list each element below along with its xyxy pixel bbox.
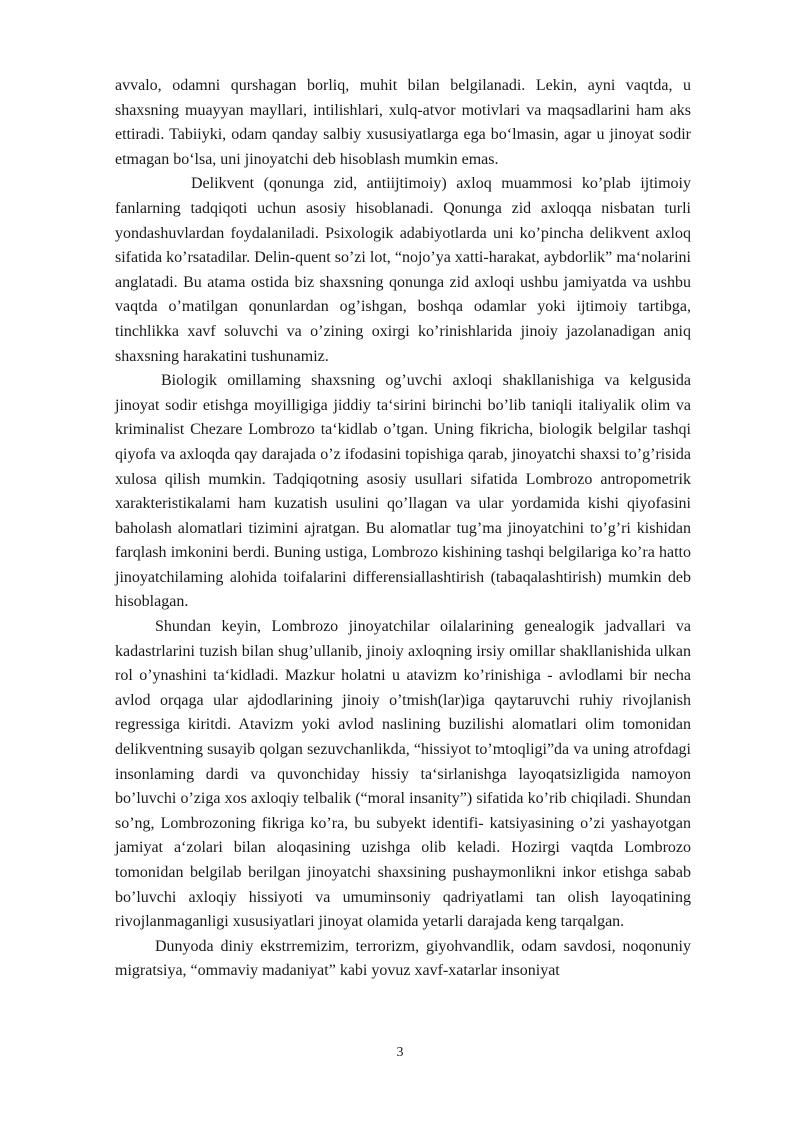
document-page xyxy=(115,74,691,984)
paragraph-1: avvalo, odamni qurshagan borliq, muhit bilan belgilanadi. Lekin, ayni vaqtda, u shaxsning muayyan mayllari, intilishlari, xulq-atvor motivlari va maqsadlarini ham aks ettiradi. Tabiiyki, odam qanday salbiy xususiyatlarga ega bo‘lmasin, agar u jinoyat sodir etmagan bo‘lsa, uni jinoyatchi deb hisoblash mumkin emas. xyxy=(115,77,691,168)
paragraph-5: Dunyoda diniy ekstrremizim, terrorizm, giyohvandlik, odam savdosi, noqonuniy migratsiya, “ommaviy madaniyat” kabi yovuz xavf-xatarlar insoniyat xyxy=(115,937,691,980)
paragraph-3: Biologik omillaming shaxsning og’uvchi axloqi shakllanishiga va kelgusida jinoyat sodir etishga moyilligiga jiddiy ta‘sirini birinchi bo’lib taniqli italiyalik olim va kriminalist Chezare Lombrozo ta‘kidlab o’tgan. Uning fikricha, biologik belgilar tashqi qiyofa va axloqda qay darajada o’z ifodasini topishiga qarab, jinoyatchi shaxsi to’g’risida xulosa qilish mumkin. Tadqiqotning asosiy usullari sifatida Lombrozo antropometrik xarakteristikalami ham kuzatish usulini qo’llagan va ular yordamida kishi qiyofasini baholash alomatlari tizimini ajratgan. Bu alomatlar tug’ma jinoyatchini to’g’ri kishidan farqlash imkonini berdi. Buning ustiga, Lombrozo kishining tashqi belgilariga ko’ra hatto jinoyatchilaming alohida toifalarini differensiallashtirish (tabaqalashtirish) mumkin deb hisoblagan. xyxy=(115,372,691,611)
paragraph-4: Shundan keyin, Lombrozo jinoyatchilar oilalarining genealogik jadvallari va kadastrlarini tuzish bilan shug’ullanib, jinoiy axloqning irsiy omillar shakllanishida ulkan rol o’ynashini ta‘kidladi. Mazkur holatni u atavizm ko’rinishiga - avlodlami bir necha avlod orqaga ular ajdodlarining jinoiy o’tmish(lar)iga qaytaruvchi ruhiy rivojlanish regressiga kiritdi. Atavizm yoki avlod naslining buzilishi alomatlari olim tomonidan delikventning susayib qolgan sezuvchanlikda, “hissiyot to’mtoqligi”da va uning atrofdagi insonlaming dardi va quvonchiday hissiy ta‘sirlanishga layoqatsizligida namoyon bo’luvchi o’ziga xos axloqiy telbalik (“moral insanity”) sifatida ko’rib chiqiladi. Shundan so’ng, Lombrozoning fikriga ko’ra, bu subyekt identifi- katsiyasining o’zi yashayotgan jamiyat a‘zolari bilan aloqasining uzishga olib keladi. Hozirgi vaqtda Lombrozo tomonidan belgilab berilgan jinoyatchi shaxsining pushaymonlikni inkor etishga sabab bo’luvchi axloqiy hissiyoti va umuminsoniy qadriyatlami tan olish layoqatining rivojlanmaganligi xususiyatlari jinoyat olamida yetarli darajada keng tarqalgan. xyxy=(115,618,691,931)
paragraph-2: Delikvent (qonunga zid, antiijtimoiy) axloq muammosi ko’plab ijtimoiy fanlarning tadqiqoti uchun asosiy hisoblanadi. Qonunga zid axloqqa nisbatan turli yondashuvlardan foydalaniladi. Psixologik adabiyotlarda uni ko’pincha delikvent axloq sifatida ko’rsatadilar. Delin-quent so’zi lot, “nojo’ya xatti-harakat, aybdorlik” ma‘nolarini anglatadi. Bu atama ostida biz shaxsning qonunga zid axloqi ushbu jamiyatda va ushbu vaqtda o’matilgan qonunlardan og’ishgan, boshqa odamlar yoki ijtimoiy tartibga, tinchlikka xavf soluvchi va o’zining oxirgi ko’rinishlarida jinoiy jazolanadigan aniq shaxsning harakatini tushunamiz. xyxy=(115,175,691,365)
page-number: 3 xyxy=(396,1045,404,1060)
